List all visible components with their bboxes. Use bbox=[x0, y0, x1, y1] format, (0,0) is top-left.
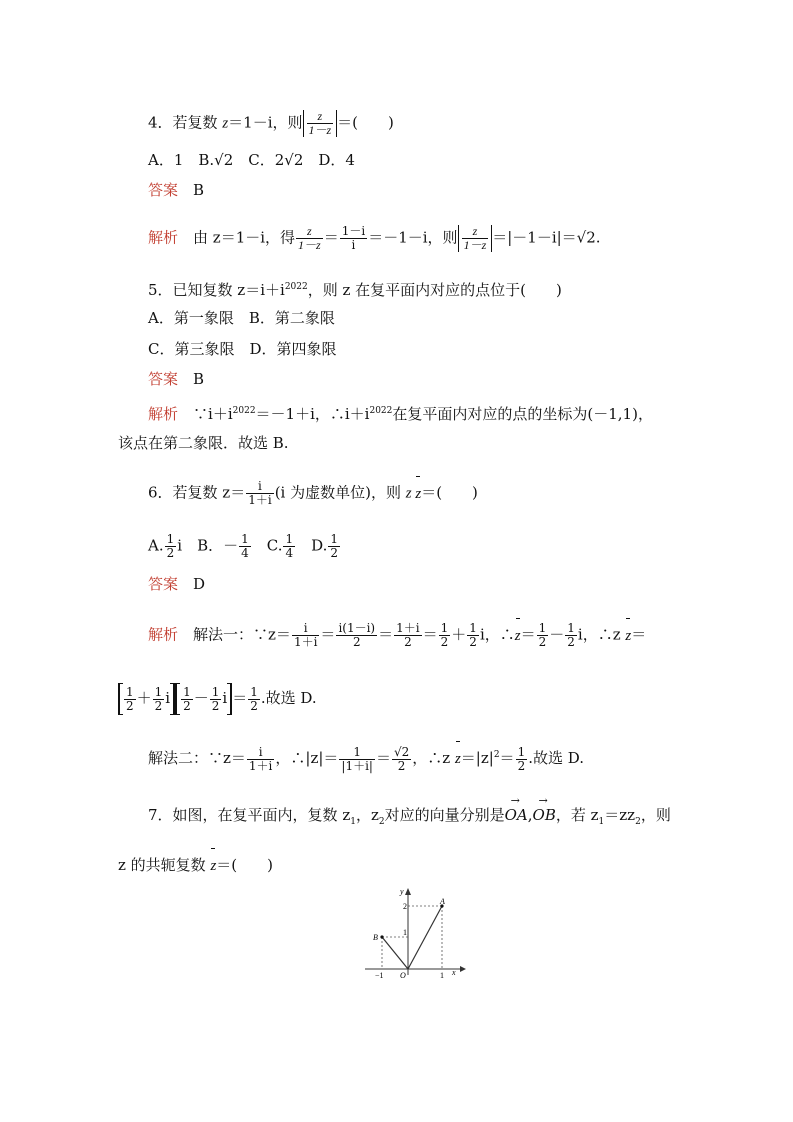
q6-options: A. $\frac{1}{2}$ i B．－ $\frac{1}{4}$ C. $\frac{1}{4}$ D. $\frac{1}{2}$ bbox=[148, 532, 339, 560]
complex-plane-figure bbox=[360, 885, 470, 980]
q6-analysis-method1-line2: $\frac{1}{2}$ ＋ $\frac{1}{2}$ i $\frac{1}{2}$ － $\frac{1}{2}$ i ＝ $\frac{1}{2}$ .故选 D. bbox=[118, 683, 317, 715]
q5-stem: 5．已知复数 $z=i+i^{2022}$，则 z 在复平面内对应的点位于( ) bbox=[148, 281, 562, 299]
q4-options: A．1 B.√2 C．2√2 D．4 bbox=[148, 151, 355, 169]
q4-stem: 4．若复数 z＝1－i，则 $\frac{z}{1-z}$ ＝( ) bbox=[148, 109, 394, 137]
q6-analysis-method1: 解析 解法一：∵z＝ $\frac{i}{1+i}$ ＝ $\frac{i(1-i)}{2}$ ＝ $\frac{1+i}{2}$ ＝ $\frac{1}{2}$ ＋ $\frac{1}{2}$ i，∴z＝ $\frac{1}{2}$ － $\frac{1}{2}$ i，∴z z＝ bbox=[148, 621, 647, 649]
fig-x-label: x bbox=[452, 968, 456, 977]
q5-options-ab: A．第一象限 B．第二象限 bbox=[148, 309, 335, 327]
q7-stem: 7．如图，在复平面内，复数 $z_1$，$z_2$对应的向量分别是→ OA,→ OB，若 $z_1=zz_2$，则 bbox=[148, 805, 671, 832]
q4-analysis: 解析 由 z＝1－i，得 $\frac{z}{1-z}$ ＝ $\frac{1-i}{i}$ ＝－1－i，则 $\frac{z}{1-z}$ ＝|－1－i|＝√2. bbox=[148, 224, 601, 252]
fig-label-a: A bbox=[440, 897, 445, 906]
fig-origin: O bbox=[400, 971, 406, 980]
q5-answer: 答案 B bbox=[148, 370, 205, 388]
abs-fraction: $\frac{z}{1-z}$ bbox=[303, 110, 338, 137]
fig-tick-xm1: −1 bbox=[375, 971, 384, 980]
fig-label-b: B bbox=[373, 933, 378, 942]
q6-answer: 答案 D bbox=[148, 575, 206, 593]
q7-stem-line2: z 的共轭复数 z＝( ) bbox=[118, 856, 274, 874]
fig-y-label: y bbox=[400, 887, 404, 896]
q5-options-cd: C．第三象限 D．第四象限 bbox=[148, 340, 337, 358]
q4-answer: 答案 B bbox=[148, 181, 205, 199]
fig-tick-x1: 1 bbox=[440, 971, 444, 980]
q6-stem: 6．若复数 z＝ $\frac{i}{1+i}$ (i 为虚数单位)，则 z z＝( ) bbox=[148, 479, 478, 507]
q5-analysis-line2: 该点在第二象限．故选 B. bbox=[118, 434, 289, 452]
q6-analysis-method2: 解法二：∵z＝ $\frac{i}{1+i}$ ，∴|z|＝ $\frac{1}{|1+i|}$ ＝ $\frac{√2}{2}$ ，∴z $z=|z|^2=$ $\frac{1}{2}$ .故选 D. bbox=[148, 744, 584, 773]
q5-analysis: 解析 $\because i+i^{2022}=-1+i$，$\therefore i+i^{2022}$在复平面内对应的点的坐标为(－1,1)， bbox=[148, 405, 653, 423]
fig-tick-y2: 2 bbox=[403, 902, 407, 911]
fig-tick-y1: 1 bbox=[403, 928, 407, 937]
